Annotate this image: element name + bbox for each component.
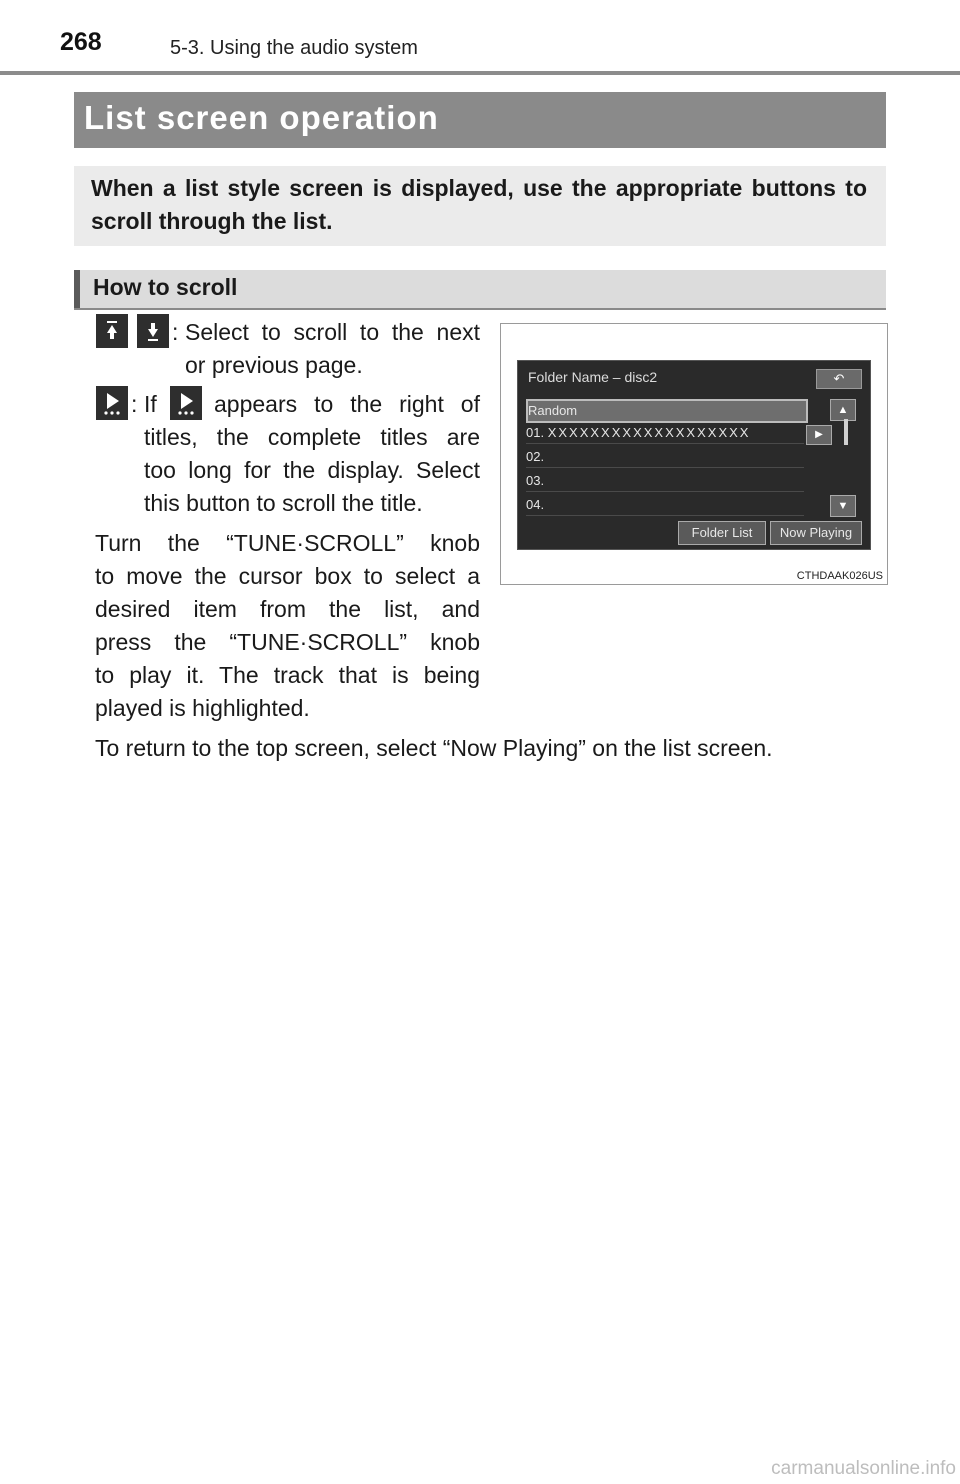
list-screen-figure	[500, 323, 888, 585]
list-item-04	[526, 495, 804, 516]
list-screen	[517, 360, 871, 550]
item1-line2: or previous page.	[185, 352, 363, 378]
item2-colon: :	[131, 391, 138, 417]
item2-line2: too long for the display. Select	[144, 457, 480, 483]
list-item-01	[526, 423, 804, 444]
intro-box	[74, 166, 886, 246]
row-num: 04.	[526, 497, 545, 512]
title-bar	[74, 92, 886, 148]
item2-lead-tail: appears to the right of	[214, 391, 480, 417]
row-num: 03.	[526, 473, 545, 488]
para1-line3: desired item from the list, and	[95, 596, 480, 622]
screen-scroll-up-icon: ▲	[830, 399, 856, 421]
watermark: carmanualsonline.info	[771, 1458, 956, 1479]
subheading-bar	[74, 270, 886, 310]
figure-code: CTHDAAK026US	[796, 570, 883, 582]
row-num: 01.	[526, 425, 545, 440]
row-label: XXXXXXXXXXXXXXXXXXX	[547, 425, 751, 440]
intro-text: When a list style screen is displayed, use the appropriate buttons to scroll through the list.	[91, 175, 867, 234]
page-header	[0, 0, 960, 76]
para1-line6: played is highlighted.	[95, 695, 310, 721]
item1-line1: Select to scroll to the next	[185, 319, 480, 345]
page-number: 268	[60, 28, 102, 56]
return-icon: ↶	[816, 369, 862, 389]
title-scroll-icon	[96, 386, 128, 420]
item2-line1: titles, the complete titles are	[144, 424, 480, 450]
para1-line5: to play it. The track that is being	[95, 662, 480, 688]
page-title: List screen operation	[84, 99, 439, 136]
list-item-02	[526, 447, 804, 468]
para1-line2: to move the cursor box to select a	[95, 563, 480, 589]
now-playing-button: Now Playing	[770, 521, 862, 545]
screen-scroll-track	[844, 419, 848, 445]
screen-heading: Folder Name – disc2	[528, 369, 658, 385]
list-item-random	[526, 399, 808, 423]
item2-lead: If	[144, 391, 157, 417]
para2: To return to the top screen, select “Now Playing” on the list screen.	[95, 735, 773, 761]
scroll-up-icon	[96, 314, 128, 348]
folder-list-button: Folder List	[678, 521, 766, 545]
section-label: 5-3. Using the audio system	[170, 37, 418, 59]
subheading-accent	[74, 270, 80, 308]
para1-line1: Turn the “TUNE·SCROLL” knob	[95, 530, 480, 556]
para1-line4: press the “TUNE·SCROLL” knob	[95, 629, 480, 655]
subheading: How to scroll	[93, 274, 238, 300]
list-item-03	[526, 471, 804, 492]
scroll-down-icon	[137, 314, 169, 348]
title-scroll-icon-inline	[170, 386, 202, 420]
header-rule	[0, 71, 960, 75]
row-num: 02.	[526, 449, 545, 464]
row-label: Random	[528, 403, 578, 418]
item1-colon: :	[172, 319, 179, 345]
item2-line3: this button to scroll the title.	[144, 490, 423, 516]
screen-title-scroll-icon: ▶	[806, 425, 832, 445]
screen-scroll-down-icon: ▼	[830, 495, 856, 517]
